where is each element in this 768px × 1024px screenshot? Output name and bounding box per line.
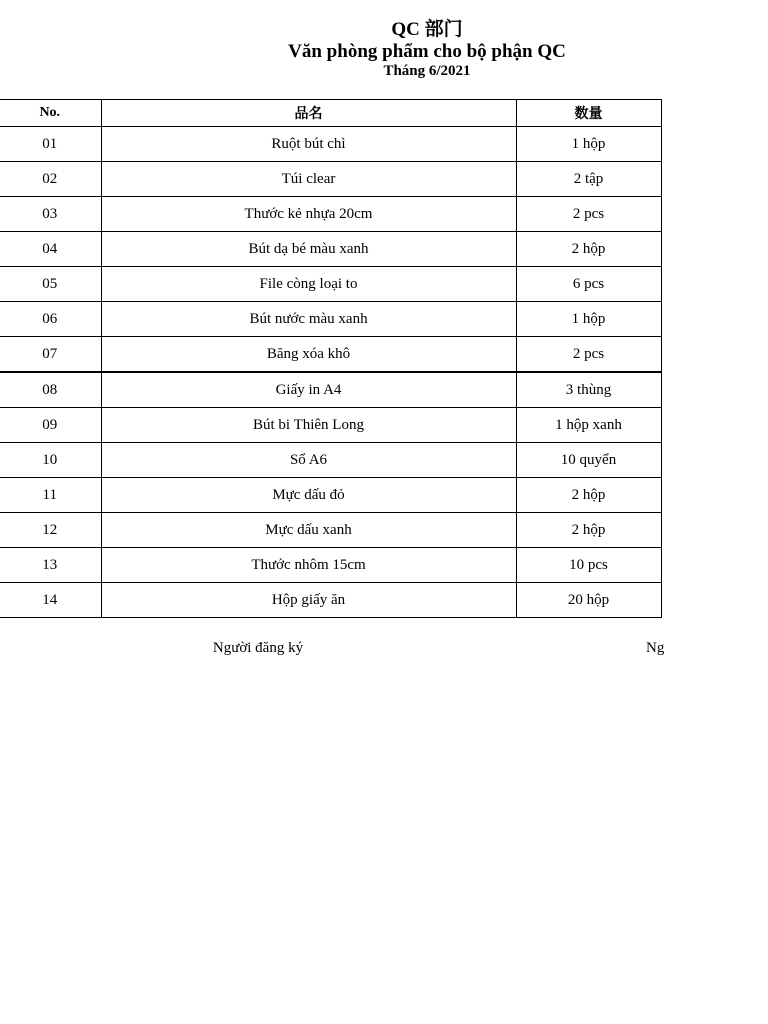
table-row	[0, 583, 661, 618]
row-number: 14	[0, 583, 101, 618]
table-row	[0, 197, 661, 232]
registrant-signature-label: Người đăng ký	[212, 640, 304, 656]
page-subtitle: Văn phòng phẩm cho bộ phận QC	[288, 41, 566, 62]
item-name: Bút bi Thiên Long	[101, 408, 516, 443]
item-quantity: 2 hộp	[516, 478, 661, 513]
row-number: 01	[0, 127, 101, 162]
row-number: 07	[0, 337, 101, 373]
item-quantity: 1 hộp	[516, 302, 661, 337]
row-number: 13	[0, 548, 101, 583]
table-row	[0, 162, 661, 197]
item-name: Ruột bút chì	[101, 127, 516, 162]
item-quantity: 2 pcs	[516, 337, 661, 373]
item-name: Sổ A6	[101, 443, 516, 478]
item-name: File còng loại to	[101, 267, 516, 302]
table-row	[0, 408, 661, 443]
row-number: 06	[0, 302, 101, 337]
item-name: Bút nước màu xanh	[101, 302, 516, 337]
period-label: Tháng 6/2021	[383, 63, 471, 79]
table-row	[0, 337, 661, 373]
row-number: 02	[0, 162, 101, 197]
row-number: 03	[0, 197, 101, 232]
table-row	[0, 548, 661, 583]
item-name: Mực dấu xanh	[101, 513, 516, 548]
item-quantity: 1 hộp xanh	[516, 408, 661, 443]
item-quantity: 2 pcs	[516, 197, 661, 232]
item-name: Thước nhôm 15cm	[101, 548, 516, 583]
item-quantity: 6 pcs	[516, 267, 661, 302]
row-number: 10	[0, 443, 101, 478]
table-row	[0, 127, 661, 162]
item-quantity: 2 hộp	[516, 513, 661, 548]
column-header-item: 品名	[101, 100, 516, 127]
supplies-table	[0, 99, 662, 618]
row-number: 09	[0, 408, 101, 443]
table-row	[0, 232, 661, 267]
item-quantity: 10 pcs	[516, 548, 661, 583]
item-name: Thước kẻ nhựa 20cm	[101, 197, 516, 232]
item-quantity: 3 thùng	[516, 372, 661, 408]
item-name: Túi clear	[101, 162, 516, 197]
table-row	[0, 513, 661, 548]
item-name: Mực dấu đỏ	[101, 478, 516, 513]
row-number: 08	[0, 372, 101, 408]
table-row	[0, 267, 661, 302]
row-number: 12	[0, 513, 101, 548]
table-header-row	[0, 100, 661, 127]
item-quantity: 2 tập	[516, 162, 661, 197]
item-quantity: 10 quyển	[516, 443, 661, 478]
item-quantity: 1 hộp	[516, 127, 661, 162]
row-number: 11	[0, 478, 101, 513]
item-name: Băng xóa khô	[101, 337, 516, 373]
page-title: QC 部门	[391, 19, 463, 40]
row-number: 05	[0, 267, 101, 302]
item-quantity: 20 hộp	[516, 583, 661, 618]
column-header-quantity: 数量	[516, 100, 661, 127]
table-row	[0, 443, 661, 478]
item-name: Hộp giấy ăn	[101, 583, 516, 618]
table-row	[0, 478, 661, 513]
row-number: 04	[0, 232, 101, 267]
item-name: Bút dạ bé màu xanh	[101, 232, 516, 267]
table-row	[0, 302, 661, 337]
table-row	[0, 372, 661, 408]
approver-signature-label: Ng	[646, 640, 665, 656]
column-header-no: No.	[0, 100, 101, 127]
item-name: Giấy in A4	[101, 372, 516, 408]
item-quantity: 2 hộp	[516, 232, 661, 267]
